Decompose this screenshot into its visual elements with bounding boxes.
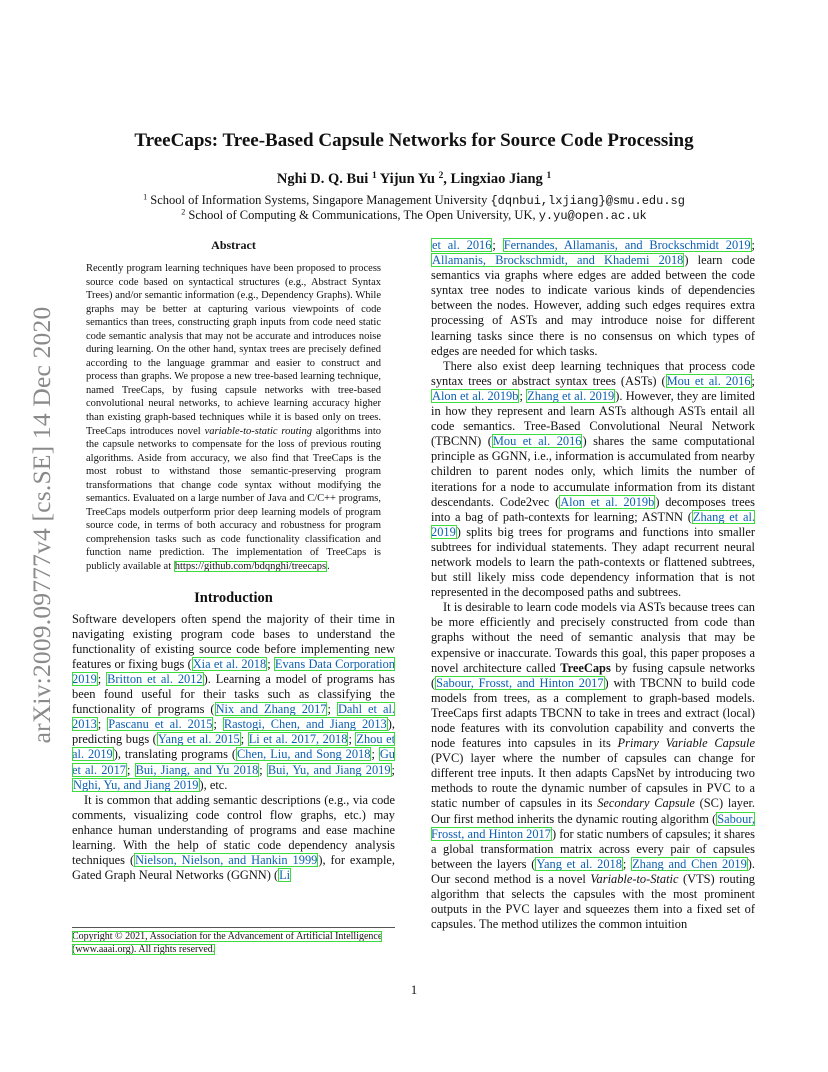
abstract-heading: Abstract	[211, 238, 256, 252]
citation-link[interactable]: Nielson, Nielson, and Hankin 1999	[135, 853, 318, 868]
citation-link[interactable]: Rastogi, Chen, and Jiang 2013	[223, 717, 387, 732]
email-2[interactable]: y.yu@open.ac.uk	[538, 209, 647, 223]
citation-link[interactable]: Nix and Zhang 2017	[215, 702, 327, 717]
citation-link[interactable]: Gu et al. 2017	[72, 747, 395, 777]
author-affil-mark: 2	[438, 170, 444, 181]
citation-link[interactable]: Chen, Liu, and Song 2018	[237, 747, 371, 762]
citation-link[interactable]: Bui, Jiang, and Yu 2018	[135, 762, 259, 777]
citation-link[interactable]: Xia et al. 2018	[192, 656, 267, 671]
author-affil-mark: 1	[371, 170, 377, 181]
citation-link[interactable]: Li et al. 2017, 2018	[248, 732, 348, 747]
citation-link[interactable]: Fernandes, Allamanis, and Brockschmidt 2019	[503, 238, 751, 252]
right-paragraph-3: It is desirable to learn code models via ASTs because trees can be more efficiently and precisely constructed from code than graphs without the need of semantic analysis that may be expensive or inaccurate. Towards this goal, this paper proposes a novel architecture called TreeCaps by fusing capsule networks (Sabour, Frosst, and Hinton 2017) with TBCNN to build code models from trees, as a complement to graph-based models. TreeCaps first adapts TBCNN to take in trees and extract (local) node features with its convolution capability and converts the node features into capsules in its Primary Variable Capsule (PVC) layer where the number of capsules can change for different tree inputs. It then adapts CapsNet by introducing two methods to route the dynamic number of capsules in PVC to a static number of capsules in its Secondary Capsule (SC) layer. Our first method inherits the dynamic routing algorithm (Sabour, Frosst, and Hinton 2017) for static numbers of capsules; it shares a global transformation matrix across every pair of capsules between the layers (Yang et al. 2018; Zhang and Chen 2019). Our second method is a novel Variable-to-Static (VTS) routing algorithm that selects the capsules with the most prominent outputs in the PVC layer and squeezes them into a fixed set of capsules. The method utilizes the common intuition	[431, 600, 756, 932]
author-list: Nghi D. Q. Bui $^1$ Yijun Yu $^2$, Lingxiao Jiang $^1$	[276, 170, 552, 187]
citation-link[interactable]: Li	[279, 868, 291, 883]
citation-link[interactable]: Mou et al. 2016	[666, 373, 751, 388]
citation-link[interactable]: Allamanis, Brockschmidt, and Khademi 2018	[432, 253, 684, 268]
citation-link[interactable]: Bui, Yu, and Jiang 2019	[267, 762, 391, 777]
author-name: Nghi D. Q. Bui	[276, 171, 369, 187]
right-column	[431, 238, 755, 932]
citation-link[interactable]: Zhou et al. 2019	[72, 732, 396, 762]
citation-link[interactable]: Zhang et al. 2019	[527, 388, 615, 403]
author-name: Lingxiao Jiang	[450, 171, 543, 187]
citation-link[interactable]: Nghi, Yu, and Jiang 2019	[73, 777, 199, 792]
author-affil-mark: 1	[546, 170, 552, 181]
author-name: Yijun Yu	[379, 171, 435, 187]
left-column	[72, 238, 395, 883]
citation-link[interactable]: et al. 2016	[432, 238, 492, 252]
citation-link[interactable]: Evans Data Corporation 2019	[72, 656, 395, 686]
right-paragraph-2: There also exist deep learning techniques that process code syntax trees or abstract syntax trees (ASTs) (Mou et al. 2016; Alon et al. 2019b; Zhang et al. 2019). However, they are limited in how they represent and learn ASTs although ASTs entail all code semantics. Tree-Based Convolutional Neural Network (TBCNN) (Mou et al. 2016) shares the same computational principle as GGNN, i.e., information is accumulated from nearby children to parent nodes only, which limits the number of iterations for a node to accumulate information from its distant descendants. Code2vec (Alon et al. 2019b) decomposes trees into a bag of path-contexts for learning; ASTNN (Zhang et al. 2019) splits big trees for programs and functions into smaller subtrees for individual statements. They adapt recurrent neural network models to learn the path-contexts or flattened subtrees, but still likely miss code dependency information that is not represented in the decomposed paths and subtrees.	[431, 358, 755, 600]
citation-link[interactable]: Pascanu et al. 2015	[108, 717, 213, 732]
citation-link[interactable]: Alon et al. 2019b	[432, 388, 519, 403]
citation-link[interactable]: Sabour, Frosst, and Hinton 2017	[431, 811, 755, 841]
page-number: 1	[410, 983, 418, 997]
arxiv-watermark	[22, 290, 62, 760]
citation-link[interactable]: Yang et al. 2018	[536, 856, 622, 871]
affiliation-2: $^2$ School of Computing & Communications, The Open University, UK, y.yu@open.ac.uk	[181, 207, 647, 223]
right-paragraph-1: et al. 2016; Fernandes, Allamanis, and Brockschmidt 2019; Allamanis, Brockschmidt, and Khademi 2018) learn code semantics via graphs where edges are added between the code syntax tree nodes to indicate various kinds of dependencies between the nodes. However, adding such edges requires extra processing of ASTs and may introduce noise for different learning tasks since there is no consensus on which types of edges are needed for which tasks.	[431, 238, 755, 358]
citation-link[interactable]: Sabour, Frosst, and Hinton 2017	[436, 675, 604, 690]
citation-link[interactable]: Yang et al. 2015	[157, 732, 240, 747]
citation-link[interactable]: Zhang et al. 2019	[431, 509, 755, 539]
citation-link[interactable]: Alon et al. 2019b	[560, 494, 655, 509]
github-link[interactable]: https://github.com/bdqnghi/treecaps	[174, 561, 327, 573]
citation-link[interactable]: Britton et al. 2012	[107, 671, 203, 686]
citation-link[interactable]: Zhang and Chen 2019	[632, 856, 747, 871]
citation-link[interactable]: Mou et al. 2016	[492, 434, 582, 449]
abstract-body: Recently program learning techniques have been proposed to process source code based on syntactical structures (e.g., Abstract Syntax Trees) and/or semantic information (e.g., Dependency Graphs). While graphs may be better at capturing various viewpoints of code semantics than trees, constructing graph inputs from code need static code semantic analysis that may not be accurate and introduces noise during learning. On the other hand, syntax trees are precisely defined according to the language grammar and easier to construct and process than graphs. We propose a new tree-based learning technique, named TreeCaps, by fusing capsule networks with tree-based convolutional neural networks, to achieve learning accuracy higher than existing graph-based techniques while it is based only on trees. TreeCaps introduces novel variable-to-static routing algorithms into the capsule networks to compensate for the loss of previous routing algorithms. Aside from accuracy, we also find that TreeCaps is the most robust to withstand those semantic-preserving program transformations that change code syntax without modifying the semantics. Evaluated on a large number of Java and C/C++ programs, TreeCaps models outperform prior deep learning models of program source code, in terms of both accuracy and robustness for program comprehension tasks such as code functionality classification and function name prediction. The implementation of TreeCaps is publicly available at https://github.com/bdqnghi/treecaps.	[86, 263, 381, 573]
citation-link[interactable]: Dahl et al. 2013	[72, 702, 396, 732]
intro-paragraph-2: It is common that adding semantic descriptions (e.g., via code comments, visualizing code control flow graphs, etc.) may enhance human understanding of programs and ease machine learning. With the help of static code dependency analysis techniques (Nielson, Nielson, and Hankin 1999), for example, Gated Graph Neural Networks (GGNN) (Li	[72, 792, 395, 883]
email-1[interactable]: {dqnbui,lxjiang}@smu.edu.sg	[490, 194, 685, 208]
affiliation-1: $^1$ School of Information Systems, Singapore Management University {dqnbui,lxjiang}@smu.edu.sg	[143, 192, 685, 208]
paper-title: TreeCaps: Tree-Based Capsule Networks for Source Code Processing	[134, 130, 694, 151]
arxiv-id: arXiv:2009.09777v4 [cs.SE] 14 Dec 2020	[27, 306, 56, 744]
intro-heading: Introduction	[194, 589, 273, 606]
intro-paragraph-1: Software developers often spend the majority of their time in navigating existing program code bases to understand the functionality of existing source code before implementing new features or fixing bugs (Xia et al. 2018; Evans Data Corporation 2019; Britton et al. 2012). Learning a model of programs has been found useful for their tasks such as classifying the functionality of programs (Nix and Zhang 2017; Dahl et al. 2013; Pascanu et al. 2015; Rastogi, Chen, and Jiang 2013), predicting bugs (Yang et al. 2015; Li et al. 2017, 2018; Zhou et al. 2019), translating programs (Chen, Liu, and Song 2018; Gu et al. 2017; Bui, Jiang, and Yu 2018; Bui, Yu, and Jiang 2019; Nghi, Yu, and Jiang 2019), etc.	[72, 611, 396, 792]
copyright-notice: Copyright © 2021, Association for the Advancement of Artificial Intelligence (www.aaai.org). All rights reserved.	[72, 927, 395, 956]
